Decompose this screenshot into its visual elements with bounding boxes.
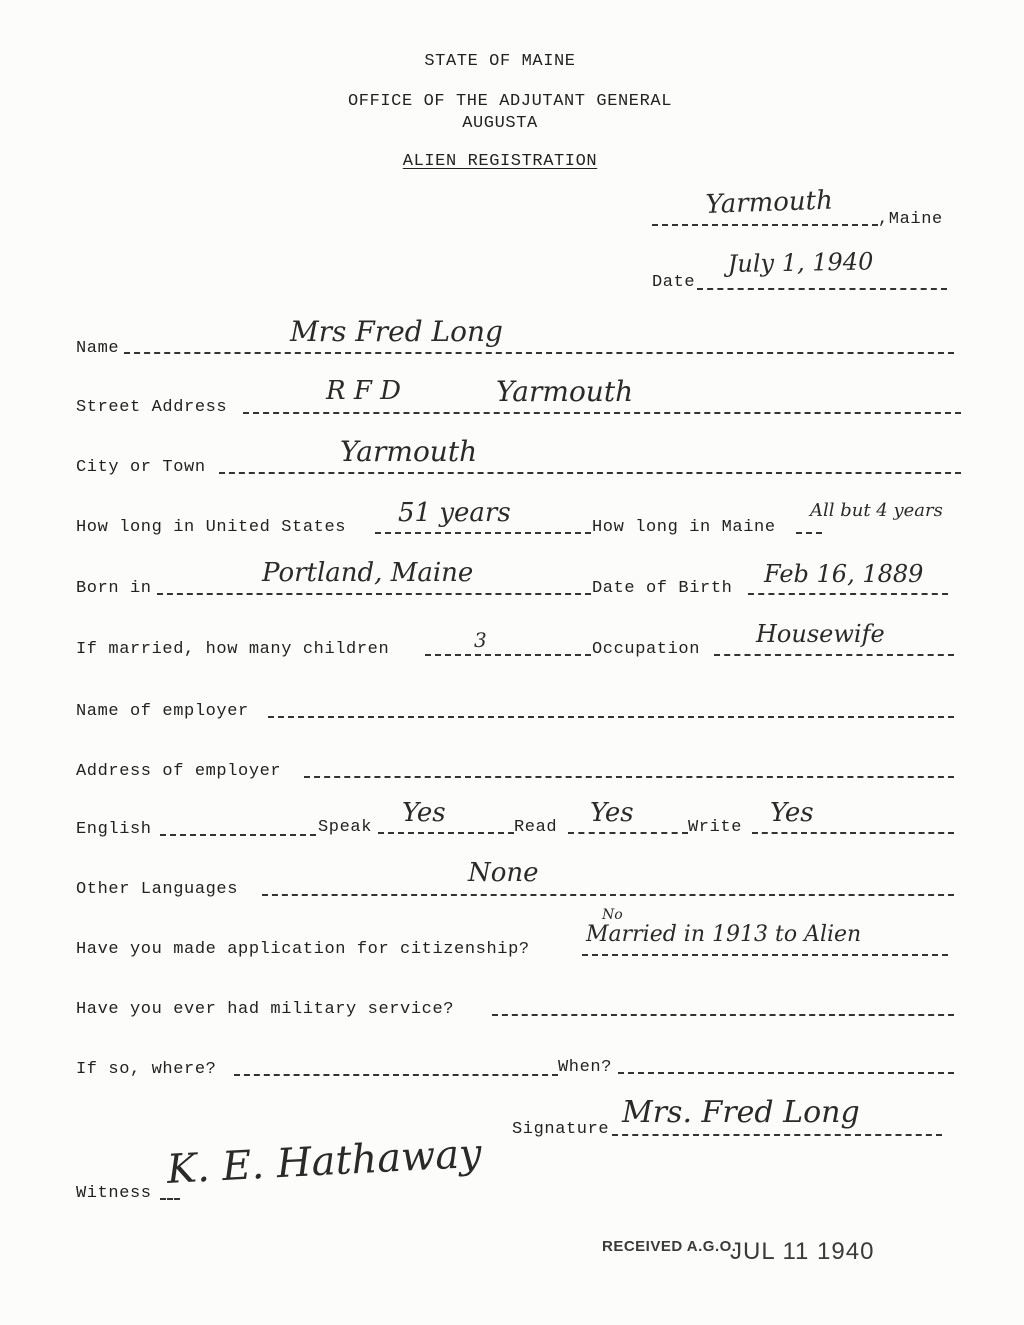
other-languages-line (262, 894, 954, 896)
write-label: Write (688, 818, 743, 837)
street-value-rfd: R F D (326, 376, 401, 406)
children-value: 3 (474, 628, 487, 652)
read-line (568, 832, 688, 834)
city-line (219, 472, 961, 474)
signature-label: Signature (512, 1120, 610, 1139)
town-value: Yarmouth (705, 185, 834, 220)
how-long-maine-value: All but 4 years (810, 500, 943, 521)
speak-line (378, 832, 514, 834)
form-title: ALIEN REGISTRATION (402, 152, 598, 171)
witness-line (160, 1198, 180, 1200)
name-label: Name (76, 339, 120, 358)
date-line (697, 288, 947, 290)
employer-name-label: Name of employer (76, 702, 249, 721)
how-long-us-value: 51 years (398, 498, 511, 528)
employer-name-line (268, 716, 954, 718)
how-long-us-label: How long in United States (76, 518, 347, 537)
employer-address-line (304, 776, 954, 778)
english-label: English (76, 820, 152, 839)
born-in-label: Born in (76, 579, 152, 598)
citizenship-no: No (602, 907, 623, 923)
read-value: Yes (590, 798, 634, 828)
witness-label: Witness (76, 1184, 152, 1203)
where-line (234, 1074, 558, 1076)
speak-label: Speak (318, 818, 373, 837)
english-line (160, 834, 316, 836)
signature-value: Mrs. Fred Long (622, 1095, 860, 1130)
occupation-value: Housewife (756, 620, 885, 648)
received-stamp: RECEIVED A.G.O. (602, 1238, 737, 1255)
street-label: Street Address (76, 398, 228, 417)
header-office: OFFICE OF THE ADJUTANT GENERAL (347, 92, 673, 111)
military-line (492, 1014, 954, 1016)
born-in-line (157, 593, 591, 595)
how-long-maine-line (796, 532, 822, 534)
citizenship-label: Have you made application for citizenship? (76, 940, 530, 959)
when-label: When? (558, 1058, 613, 1077)
how-long-maine-label: How long in Maine (592, 518, 776, 537)
other-languages-label: Other Languages (76, 880, 239, 899)
name-line (124, 352, 954, 354)
signature-line (612, 1134, 942, 1136)
town-line (652, 224, 878, 226)
maine-label: ,Maine (878, 210, 943, 229)
witness-value: K. E. Hathaway (165, 1130, 483, 1193)
children-line (425, 654, 591, 656)
how-long-us-line (375, 532, 591, 534)
read-label: Read (514, 818, 558, 837)
when-line (618, 1072, 954, 1074)
write-value: Yes (770, 798, 814, 828)
dob-line (748, 593, 948, 595)
date-value: July 1, 1940 (727, 247, 874, 278)
citizenship-line (582, 954, 948, 956)
header-state: STATE OF MAINE (424, 52, 576, 71)
city-value: Yarmouth (340, 435, 478, 468)
military-label: Have you ever had military service? (76, 1000, 455, 1019)
occupation-label: Occupation (592, 640, 701, 659)
date-label: Date (652, 273, 696, 292)
where-label: If so, where? (76, 1060, 217, 1079)
street-line (243, 412, 961, 414)
name-value: Mrs Fred Long (290, 315, 503, 348)
employer-address-label: Address of employer (76, 762, 282, 781)
dob-label: Date of Birth (592, 579, 733, 598)
city-label: City or Town (76, 458, 206, 477)
received-date: JUL 11 1940 (730, 1238, 875, 1265)
dob-value: Feb 16, 1889 (764, 560, 924, 588)
header-city: AUGUSTA (462, 114, 538, 133)
occupation-line (714, 654, 954, 656)
born-in-value: Portland, Maine (262, 558, 474, 588)
children-label: If married, how many children (76, 640, 390, 659)
speak-value: Yes (402, 798, 446, 828)
write-line (752, 832, 954, 834)
other-languages-value: None (468, 858, 539, 888)
citizenship-value: Married in 1913 to Alien (586, 922, 862, 947)
street-value-town: Yarmouth (496, 375, 634, 408)
